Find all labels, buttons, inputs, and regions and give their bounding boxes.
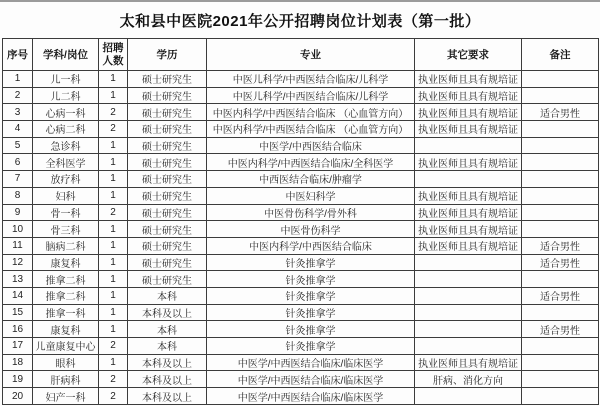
cell-department: 推拿一科 <box>33 304 99 321</box>
cell-note: 适合男性 <box>522 254 599 271</box>
cell-seq: 5 <box>3 137 33 154</box>
cell-department: 眼科 <box>33 354 99 371</box>
table-body <box>3 71 599 405</box>
cell-major: 针灸推拿学 <box>207 304 415 321</box>
cell-requirement <box>415 287 522 304</box>
cell-seq: 14 <box>3 287 33 304</box>
cell-count: 2 <box>99 338 128 355</box>
table-row <box>3 371 599 388</box>
cell-major: 中医学/中西医结合临床/临床医学 <box>207 388 415 405</box>
cell-seq: 18 <box>3 354 33 371</box>
cell-note <box>522 204 599 221</box>
cell-degree: 本科 <box>128 338 207 355</box>
cell-degree: 硕士研究生 <box>128 221 207 238</box>
column-header-degree: 学历 <box>128 39 207 71</box>
cell-department: 推拿二科 <box>33 271 99 288</box>
cell-major: 中医学/中西医结合临床 <box>207 137 415 154</box>
cell-note <box>522 338 599 355</box>
cell-requirement: 肝病、消化方向 <box>415 371 522 388</box>
cell-degree: 硕士研究生 <box>128 154 207 171</box>
cell-requirement <box>415 171 522 188</box>
cell-degree: 本科及以上 <box>128 388 207 405</box>
top-divider <box>0 0 600 2</box>
cell-major: 针灸推拿学 <box>207 287 415 304</box>
cell-department: 妇科 <box>33 187 99 204</box>
cell-note <box>522 121 599 138</box>
cell-seq: 20 <box>3 388 33 405</box>
cell-seq: 1 <box>3 71 33 88</box>
cell-count: 1 <box>99 321 128 338</box>
cell-requirement: 执业医师且具有规培证 <box>415 121 522 138</box>
column-header-count: 招聘人数 <box>99 39 128 71</box>
cell-department: 放疗科 <box>33 171 99 188</box>
cell-count: 2 <box>99 104 128 121</box>
cell-requirement: 执业医师且具有规培证 <box>415 204 522 221</box>
cell-major: 中医内科学/中西医结合临床 （心血管方向） <box>207 121 415 138</box>
cell-count: 1 <box>99 87 128 104</box>
table-row <box>3 321 599 338</box>
cell-count: 2 <box>99 388 128 405</box>
cell-requirement: 执业医师且具有规培证 <box>415 221 522 238</box>
cell-count: 1 <box>99 154 128 171</box>
table-row <box>3 71 599 88</box>
cell-note <box>522 371 599 388</box>
cell-degree: 硕士研究生 <box>128 171 207 188</box>
cell-requirement <box>415 338 522 355</box>
table-header <box>3 39 599 71</box>
cell-count: 1 <box>99 237 128 254</box>
cell-count: 1 <box>99 271 128 288</box>
cell-major: 中西医结合临床/肿瘤学 <box>207 171 415 188</box>
cell-requirement: 执业医师且具有规培证 <box>415 187 522 204</box>
cell-count: 1 <box>99 187 128 204</box>
cell-seq: 16 <box>3 321 33 338</box>
cell-major: 中医骨伤科学/骨外科 <box>207 204 415 221</box>
cell-note <box>522 221 599 238</box>
cell-department: 脑病二科 <box>33 237 99 254</box>
table-row <box>3 304 599 321</box>
table-row <box>3 388 599 405</box>
cell-note: 适合男性 <box>522 321 599 338</box>
cell-major: 中医学/中西医结合临床/临床医学 <box>207 354 415 371</box>
cell-department: 儿一科 <box>33 71 99 88</box>
cell-count: 1 <box>99 287 128 304</box>
cell-major: 针灸推拿学 <box>207 254 415 271</box>
table-row <box>3 237 599 254</box>
cell-count: 2 <box>99 204 128 221</box>
cell-degree: 硕士研究生 <box>128 187 207 204</box>
cell-department: 推拿二科 <box>33 287 99 304</box>
cell-seq: 11 <box>3 237 33 254</box>
cell-seq: 15 <box>3 304 33 321</box>
cell-seq: 9 <box>3 204 33 221</box>
cell-requirement: 执业医师且具有规培证 <box>415 154 522 171</box>
table-row <box>3 254 599 271</box>
cell-count: 1 <box>99 254 128 271</box>
cell-major: 中医学/中西医结合临床/临床医学 <box>207 371 415 388</box>
cell-major: 中医内科学/中西医结合临床 <box>207 237 415 254</box>
cell-major: 针灸推拿学 <box>207 338 415 355</box>
cell-degree: 硕士研究生 <box>128 104 207 121</box>
cell-degree: 本科及以上 <box>128 354 207 371</box>
cell-seq: 13 <box>3 271 33 288</box>
cell-degree: 硕士研究生 <box>128 87 207 104</box>
cell-seq: 10 <box>3 221 33 238</box>
cell-degree: 本科 <box>128 287 207 304</box>
cell-requirement <box>415 304 522 321</box>
cell-degree: 硕士研究生 <box>128 237 207 254</box>
table-row <box>3 171 599 188</box>
cell-major: 中医内科学/中西医结合临床 （心血管方向） <box>207 104 415 121</box>
column-header-requirement: 其它要求 <box>415 39 522 71</box>
table-row <box>3 271 599 288</box>
cell-seq: 2 <box>3 87 33 104</box>
cell-seq: 19 <box>3 371 33 388</box>
cell-note: 适合男性 <box>522 287 599 304</box>
cell-seq: 17 <box>3 338 33 355</box>
cell-count: 1 <box>99 304 128 321</box>
cell-note <box>522 187 599 204</box>
column-header-seq: 序号 <box>3 39 33 71</box>
cell-degree: 硕士研究生 <box>128 204 207 221</box>
table-row <box>3 338 599 355</box>
cell-major: 中医儿科学/中西医结合临床/儿科学 <box>207 71 415 88</box>
cell-requirement <box>415 388 522 405</box>
cell-seq: 8 <box>3 187 33 204</box>
cell-requirement <box>415 254 522 271</box>
cell-note <box>522 171 599 188</box>
cell-department: 康复科 <box>33 254 99 271</box>
cell-note <box>522 154 599 171</box>
table-row <box>3 204 599 221</box>
cell-department: 康复科 <box>33 321 99 338</box>
page-title: 太和县中医院2021年公开招聘岗位计划表（第一批） <box>119 13 481 30</box>
cell-department: 急诊科 <box>33 137 99 154</box>
cell-degree: 硕士研究生 <box>128 121 207 138</box>
table-row <box>3 187 599 204</box>
cell-requirement: 执业医师且具有规培证 <box>415 237 522 254</box>
recruitment-plan-table <box>2 38 599 405</box>
table-row <box>3 121 599 138</box>
cell-degree: 硕士研究生 <box>128 71 207 88</box>
cell-major: 中医内科学/中西医结合临床/全科医学 <box>207 154 415 171</box>
cell-count: 1 <box>99 354 128 371</box>
cell-department: 儿二科 <box>33 87 99 104</box>
cell-count: 1 <box>99 137 128 154</box>
cell-degree: 硕士研究生 <box>128 137 207 154</box>
cell-count: 1 <box>99 71 128 88</box>
cell-requirement <box>415 137 522 154</box>
cell-note <box>522 304 599 321</box>
table-row <box>3 154 599 171</box>
cell-note <box>522 354 599 371</box>
cell-department: 心病二科 <box>33 121 99 138</box>
cell-major: 针灸推拿学 <box>207 321 415 338</box>
column-header-note: 备注 <box>522 39 599 71</box>
table-row <box>3 137 599 154</box>
cell-note <box>522 87 599 104</box>
cell-department: 全科医学 <box>33 154 99 171</box>
table-row <box>3 87 599 104</box>
cell-note: 适合男性 <box>522 237 599 254</box>
cell-note <box>522 137 599 154</box>
cell-department: 肝病科 <box>33 371 99 388</box>
cell-seq: 7 <box>3 171 33 188</box>
cell-department: 妇产一科 <box>33 388 99 405</box>
cell-department: 心病一科 <box>33 104 99 121</box>
column-header-department: 学科/岗位 <box>33 39 99 71</box>
cell-count: 2 <box>99 371 128 388</box>
cell-degree: 本科 <box>128 321 207 338</box>
cell-seq: 3 <box>3 104 33 121</box>
cell-major: 中医儿科学/中西医结合临床/儿科学 <box>207 87 415 104</box>
cell-major: 针灸推拿学 <box>207 271 415 288</box>
cell-requirement: 执业医师且具有规培证 <box>415 354 522 371</box>
cell-seq: 6 <box>3 154 33 171</box>
cell-requirement <box>415 321 522 338</box>
table-header-row <box>3 39 599 71</box>
cell-degree: 硕士研究生 <box>128 271 207 288</box>
cell-requirement: 执业医师且具有规培证 <box>415 104 522 121</box>
cell-count: 1 <box>99 171 128 188</box>
cell-department: 骨一科 <box>33 204 99 221</box>
cell-degree: 本科及以上 <box>128 304 207 321</box>
cell-note <box>522 271 599 288</box>
cell-degree: 本科及以上 <box>128 371 207 388</box>
cell-major: 中医骨伤科学 <box>207 221 415 238</box>
table-row <box>3 221 599 238</box>
cell-note <box>522 71 599 88</box>
cell-count: 1 <box>99 221 128 238</box>
cell-major: 中医妇科学 <box>207 187 415 204</box>
cell-department: 骨三科 <box>33 221 99 238</box>
cell-requirement <box>415 271 522 288</box>
table-row <box>3 287 599 304</box>
cell-count: 2 <box>99 121 128 138</box>
column-header-major: 专业 <box>207 39 415 71</box>
table-row <box>3 354 599 371</box>
cell-degree: 硕士研究生 <box>128 254 207 271</box>
cell-seq: 4 <box>3 121 33 138</box>
cell-note: 适合男性 <box>522 104 599 121</box>
cell-requirement: 执业医师且具有规培证 <box>415 71 522 88</box>
table-row <box>3 104 599 121</box>
cell-seq: 12 <box>3 254 33 271</box>
cell-note <box>522 388 599 405</box>
cell-department: 儿童康复中心 <box>33 338 99 355</box>
cell-requirement: 执业医师且具有规培证 <box>415 87 522 104</box>
